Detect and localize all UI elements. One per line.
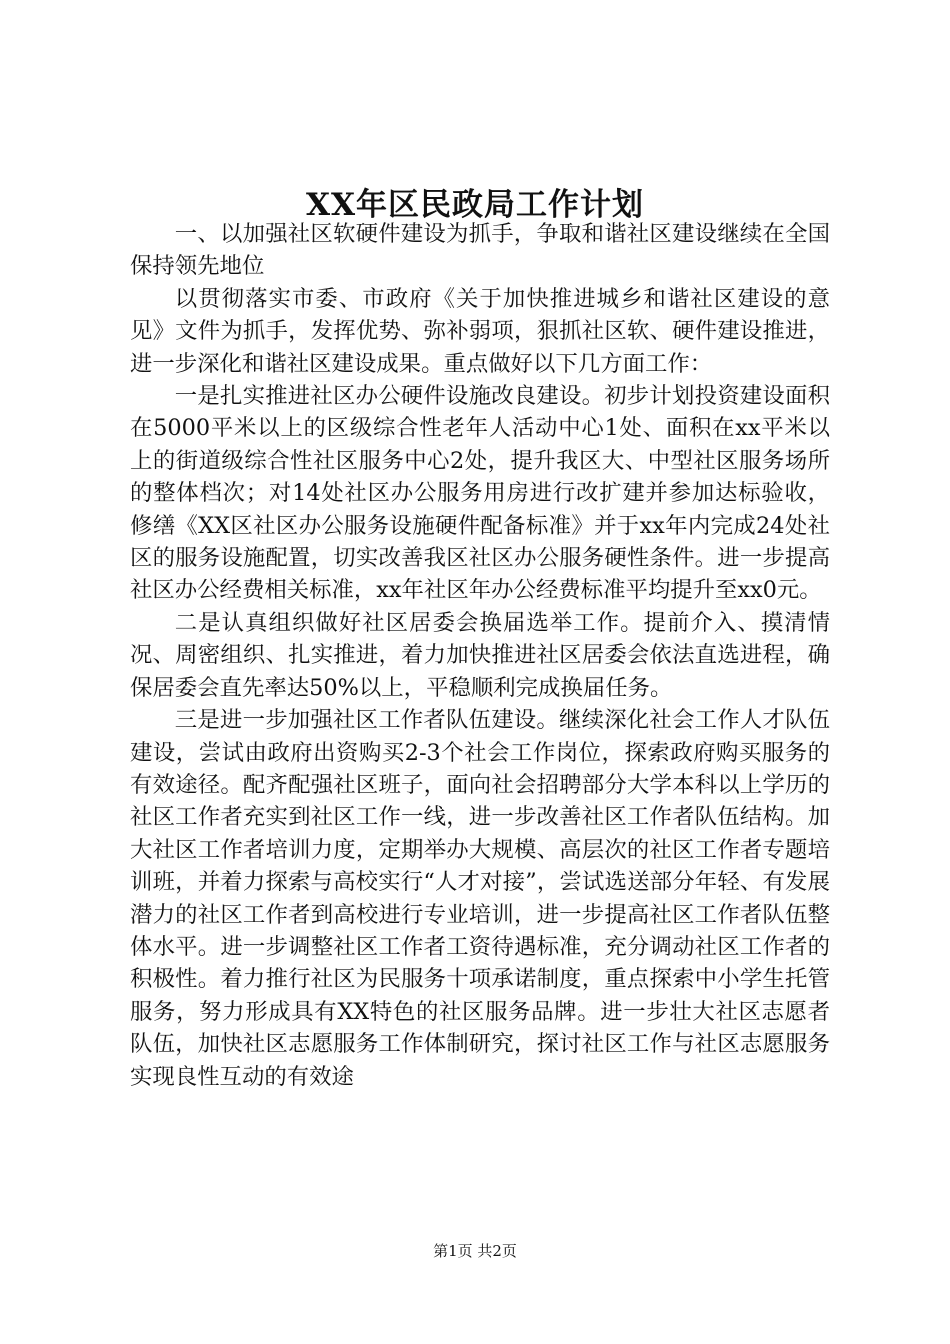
body-paragraph: 一是扎实推进社区办公硬件设施改良建设。初步计划投资建设面积在5000平米以上的区级综合性老年人活动中心1处、面积在xx平米以上的街道级综合性社区服务中心2处，提升我区大、中型社区服务场所的整体档次；对14处社区办公服务用房进行改扩建并参加达标验收，修缮《XX区社区办公服务设施硬件配备标准》并于xx年内完成24处社区的服务设施配置，切实改善我区社区办公服务硬性条件。进一步提高社区办公经费相关标准，xx年社区年办公经费标准平均提升至xx0元。: [130, 383, 830, 604]
document-body: [130, 218, 830, 1093]
body-paragraph: 三是进一步加强社区工作者队伍建设。继续深化社会工作人才队伍建设，尝试由政府出资购买2-3个社会工作岗位，探索政府购买服务的有效途径。配齐配强社区班子，面向社会招聘部分大学本科以上学历的社区工作者充实到社区工作一线，进一步改善社区工作者队伍结构。加大社区工作者培训力度，定期举办大规模、高层次的社区工作者专题培训班，并着力探索与高校实行“人才对接”，尝试选送部分年轻、有发展潜力的社区工作者到高校进行专业培训，进一步提高社区工作者队伍整体水平。进一步调整社区工作者工资待遇标准，充分调动社区工作者的积极性。着力推行社区为民服务十项承诺制度，重点探索中小学生托管服务，努力形成具有XX特色的社区服务品牌。进一步壮大社区志愿者队伍，加快社区志愿服务工作体制研究，探讨社区工作与社区志愿服务实现良性互动的有效途: [130, 707, 830, 1090]
section-heading: 一、以加强社区软硬件建设为抓手，争取和谐社区建设继续在全国保持领先地位: [130, 221, 830, 280]
document-title: XX年区民政局工作计划: [305, 187, 645, 223]
body-paragraph: 二是认真组织做好社区居委会换届选举工作。提前介入、摸清情况、周密组织、扎实推进，着力加快推进社区居委会依法直选进程，确保居委会直先率达50%以上，平稳顺利完成换届任务。: [130, 609, 830, 701]
page-number: 第1页 共2页: [433, 1242, 517, 1260]
body-paragraph: 以贯彻落实市委、市政府《关于加快推进城乡和谐社区建设的意见》文件为抓手，发挥优势、弥补弱项，狠抓社区软、硬件建设推进，进一步深化和谐社区建设成果。重点做好以下几方面工作：: [130, 285, 830, 377]
